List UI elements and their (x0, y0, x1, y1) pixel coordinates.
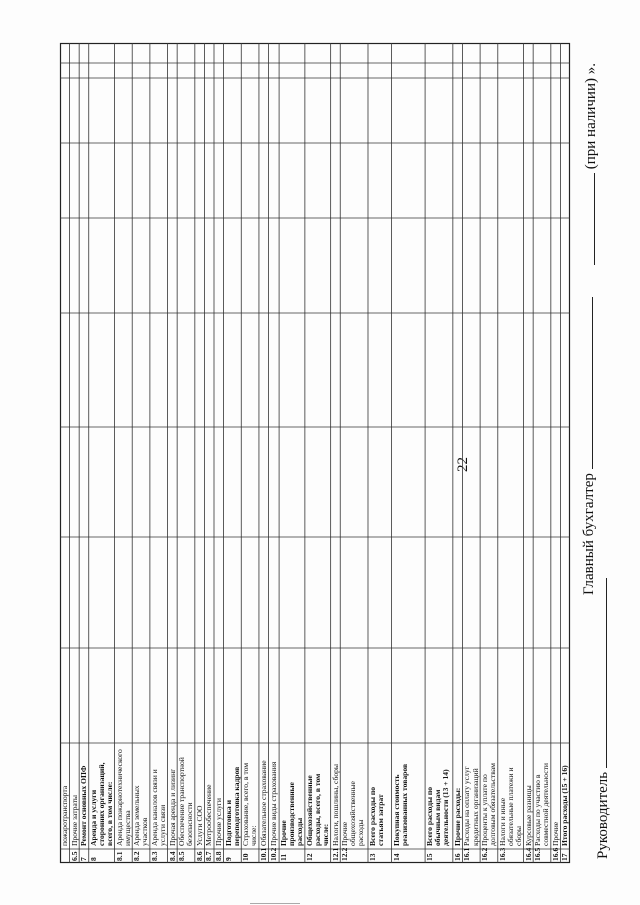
row-label: Метрообеспечение (204, 784, 214, 846)
row-label: Прочие расходы: (452, 787, 462, 846)
row-label: Всего расходы по (425, 786, 435, 846)
table-row-header (322, 743, 330, 863)
row-label: имущества (122, 810, 132, 846)
row-label: совместной деятельности (541, 763, 551, 846)
row-number: 9 (223, 857, 233, 861)
table-row-header (215, 743, 223, 863)
row-label: Расходы на оплату услуг (462, 766, 472, 846)
row-label: Прочие услуги (213, 798, 223, 846)
row-number: 16.2 (480, 847, 490, 861)
table-row-header (186, 743, 194, 863)
table-grid (60, 43, 570, 863)
row-label: Страхование, всего, в том (241, 762, 251, 846)
table-row-header (205, 743, 213, 863)
row-label: Прочие (550, 821, 560, 846)
signature-chief-accountant (580, 297, 598, 595)
row-label: Общехозяйственные (304, 775, 314, 846)
row-label: статьям затрат (376, 794, 386, 846)
table-row-header (489, 743, 497, 863)
table-row-header (552, 743, 560, 863)
row-label: Аренда земельных (132, 785, 142, 846)
row-label: расходы (356, 819, 366, 846)
row-label: сторонних организаций, (96, 762, 106, 846)
row-number: 10.1 (258, 847, 268, 861)
row-label: Подготовка и (223, 800, 233, 846)
table-border (61, 44, 570, 863)
table-row-header (270, 743, 278, 863)
row-label: Услуги СОО (194, 805, 204, 846)
row-number: 8.2 (132, 851, 142, 861)
row-number: 12 (304, 853, 314, 861)
row-label: числе: (321, 823, 331, 846)
row-label: Аренда пожарнотехнического (114, 749, 124, 846)
signature-note (582, 63, 600, 265)
row-label: деятельности (13 + 14) (441, 769, 451, 846)
row-label: Прочие (340, 821, 350, 846)
director-signature-line (594, 578, 607, 768)
row-label: Покупная стоимость (391, 774, 401, 846)
row-number: 14 (391, 853, 401, 861)
row-label: Налоги, пошлины, сборы (330, 763, 340, 846)
row-label: Прочие затраты (69, 794, 79, 846)
table-row-header (357, 743, 365, 863)
table-row-header (454, 743, 462, 863)
row-label: пожаротранспорта (60, 785, 69, 846)
row-number: 8.8 (213, 851, 223, 861)
row-label: производственные (287, 782, 297, 846)
row-label: Всего расходы по (367, 786, 377, 846)
row-number: 8.1 (114, 851, 124, 861)
row-number: 8.6 (194, 851, 204, 861)
table-row-header (561, 743, 569, 863)
row-label: Итого расходы (15 + 16) (560, 765, 570, 846)
row-label: переподготовка кадров (231, 766, 241, 846)
table-row-header (260, 743, 268, 863)
row-label: Курсовые разницы (523, 785, 533, 846)
scan-artifact (250, 903, 300, 904)
row-number: 17 (560, 853, 570, 861)
row-label: долговым обязательствам (488, 763, 498, 846)
row-label: Прочие виды страхования (268, 761, 278, 846)
table-row-header (250, 743, 258, 863)
row-number: 12.1 (330, 847, 340, 861)
note-line (582, 173, 595, 265)
table-row-header (159, 743, 167, 863)
row-label: Обязательное страхование (258, 760, 268, 846)
table-row-header (442, 743, 450, 863)
row-number: 7 (79, 857, 89, 861)
table-row-header (71, 743, 79, 863)
row-label: Аренда каналов связи и (149, 769, 159, 846)
row-number: 16.3 (497, 847, 507, 861)
table-row-header (141, 743, 149, 863)
row-label: сборы (513, 825, 523, 846)
table-row-header (169, 743, 177, 863)
row-label: Расходы по участию в (533, 774, 543, 846)
row-number: 8.7 (204, 851, 214, 861)
signature-director (594, 578, 612, 859)
page-number: 22 (455, 457, 471, 472)
row-label: Проценты к уплате по (480, 774, 490, 846)
table-row-header (124, 743, 132, 863)
row-label: кредитных организаций (470, 768, 480, 846)
row-number: 8 (88, 857, 98, 861)
row-label: всего, в том числе: (104, 781, 114, 846)
table-row-header (377, 743, 385, 863)
table-row-header (515, 743, 523, 863)
row-label: услуги связи (157, 804, 167, 846)
row-number: 16.5 (533, 847, 543, 861)
row-number: 12.2 (340, 847, 350, 861)
row-number: 16.1 (462, 847, 472, 861)
row-number: 16.4 (523, 847, 533, 861)
table-row-header (525, 743, 533, 863)
row-number: 15 (425, 853, 435, 861)
row-label: Обеспечение транспортной (177, 757, 187, 846)
table-row-header (61, 743, 69, 863)
chief-accountant-signature-line (580, 297, 593, 469)
table-row-header (233, 743, 241, 863)
row-number: 6.5 (69, 851, 79, 861)
chief-accountant-label: Главный бухгалтер (581, 473, 597, 595)
row-label: обычным видам (433, 789, 443, 846)
row-label: Прочая аренда и лизинг (167, 768, 177, 846)
table-row-header (296, 743, 304, 863)
row-number: 10.2 (268, 847, 278, 861)
table-row-header (472, 743, 480, 863)
row-label: общехозяйственные (348, 781, 358, 846)
note-text: (при наличии) ». (583, 63, 599, 170)
table-row-header (80, 743, 88, 863)
row-label: реализованных товаров (399, 763, 409, 846)
table-row-header (332, 743, 340, 863)
row-number: 16 (452, 853, 462, 861)
row-label: участков (140, 817, 150, 846)
row-label: Налоги и иные (497, 797, 507, 846)
expense-table (60, 43, 570, 863)
row-number: 8.3 (149, 851, 159, 861)
row-number: 16.6 (550, 847, 560, 861)
table-row-header (106, 743, 114, 863)
row-number: 8.4 (167, 851, 177, 861)
row-label: Прочие (279, 820, 289, 846)
row-label: числе: (249, 825, 259, 846)
row-label: Ремонт основных ОПФ (79, 765, 89, 846)
row-number: 10 (241, 853, 251, 861)
row-number: 11 (279, 853, 289, 861)
table-row-header (401, 743, 409, 863)
row-label: Аренда и услуги (88, 789, 98, 846)
row-label: расходы (295, 817, 305, 846)
director-label: Руководитель (595, 771, 611, 859)
table-row-header (542, 743, 550, 863)
table-row-header (196, 743, 204, 863)
row-number: 13 (367, 853, 377, 861)
row-number: 8.5 (177, 851, 187, 861)
row-label: обязательные платежи и (505, 767, 515, 846)
row-label: расходы, всего, в том (312, 773, 322, 846)
row-label: безопасности (185, 802, 195, 846)
